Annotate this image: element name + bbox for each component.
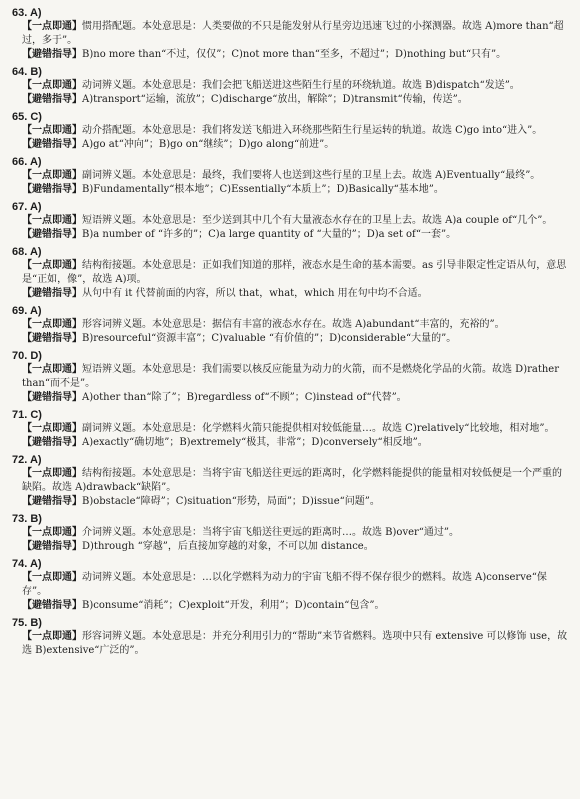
distractor-line (12, 436, 568, 450)
explanation-label: 【一点即通】 (22, 319, 82, 330)
question-number: 65. C) (12, 111, 42, 123)
distractor-line-text: B)resourceful“资源丰富”；C)valuable “有价值的”；D)considerable“大量的”。 (82, 333, 457, 344)
explanation-line-text: 短语辨义题。本处意思是：我们需要以核反应能量为动力的火箭，而不是燃烧化学品的火箭。故选 D)rather than“而不是”。 (22, 364, 559, 389)
distractor-line-text: B)no more than“不过，仅仅”；C)not more than“至多，不超过”；D)nothing but“只有”。 (82, 49, 507, 60)
explanation-label: 【一点即通】 (22, 215, 82, 226)
distractor-line-text: A)other than“除了”；B)regardless of“不顾”；C)instead of“代替”。 (82, 392, 407, 403)
question-number: 74. A) (12, 558, 42, 570)
question-number: 75. B) (12, 617, 42, 629)
explanation-line-text: 动词辨义题。本处意思是：…以化学燃料为动力的宇宙飞船不得不保存很少的燃料。故选 A)conserve“保存”。 (22, 572, 547, 597)
distractor-line (12, 228, 568, 242)
question-number: 64. B) (12, 66, 42, 78)
question-number: 68. A) (12, 246, 42, 258)
distractor-line-text: B)a number of “许多的”；C)a large quantity of “大量的”；D)a set of“一套”。 (82, 229, 457, 240)
question-item (12, 557, 568, 613)
distractor-line (12, 93, 568, 107)
distractor-line (12, 183, 568, 197)
explanation-line-text: 结构衔接题。本处意思是：当将宇宙飞船送往更远的距离时，化学燃料能提供的能量相对较低便是一个严重的缺陷。故选 A)drawback“缺陷”。 (22, 468, 562, 493)
question-item (12, 453, 568, 509)
question-item (12, 349, 568, 405)
question-item (12, 155, 568, 197)
explanation-line-text: 结构衔接题。本处意思是：正如我们知道的那样，液态水是生命的基本需要。as 引导非限定性定语从句，意思是“正如，像”，故选 A)项。 (22, 260, 567, 285)
explanation-line (12, 124, 568, 138)
question-item (12, 245, 568, 301)
question-number: 63. A) (12, 7, 42, 19)
distractor-line (12, 495, 568, 509)
explanation-line-text: 动词辨义题。本处意思是：我们会把飞船送进这些陌生行星的环绕轨道。故选 B)dispatch“发送”。 (82, 80, 520, 91)
question-item (12, 110, 568, 152)
distractor-line (12, 138, 568, 152)
explanation-line-text: 动介搭配题。本处意思是：我们将发送飞船进入环绕那些陌生行星运转的轨道。故选 C)go into“进入”。 (82, 125, 543, 136)
explanation-line-text: 副词辨义题。本处意思是：化学燃料火箭只能提供相对较低能量…。故选 C)relatively“比较地，相对地”。 (82, 423, 555, 434)
distractor-line-text: B)obstacle“障碍”；C)situation“形势，局面”；D)issue“问题”。 (82, 496, 380, 507)
distractor-line-text: 从句中有 it 代替前面的内容，所以 that，what，which 用在句中均不合适。 (82, 288, 428, 299)
explanation-line (12, 20, 568, 48)
explanation-label: 【一点即通】 (22, 260, 82, 271)
distractor-line-text: B)consume“消耗”；C)exploit“开发，利用”；D)contain“包含”。 (82, 600, 385, 611)
distractor-label: 【避错指导】 (22, 392, 82, 403)
distractor-label: 【避错指导】 (22, 333, 82, 344)
explanation-label: 【一点即通】 (22, 125, 82, 136)
distractor-line-text: A)transport“运输，流放”；C)discharge“放出，解除”；D)transmit“传输，传送”。 (82, 94, 468, 105)
distractor-line (12, 540, 568, 554)
explanation-line-text: 形容词辨义题。本处意思是：并充分利用引力的“帮助”来节省燃料。选项中只有 extensive 可以修饰 use，故选 B)extensive“广泛的”。 (22, 631, 568, 656)
distractor-label: 【避错指导】 (22, 541, 82, 552)
question-number: 73. B) (12, 513, 42, 525)
explanation-label: 【一点即通】 (22, 468, 82, 479)
question-item (12, 6, 568, 62)
explanation-line (12, 259, 568, 287)
distractor-label: 【避错指导】 (22, 229, 82, 240)
explanation-line (12, 571, 568, 599)
explanation-line-text: 短语辨义题。本处意思是：至少送到其中几个有大量液态水存在的卫星上去。故选 A)a couple of“几个”。 (82, 215, 553, 226)
question-item (12, 512, 568, 554)
question-number: 69. A) (12, 305, 42, 317)
explanation-label: 【一点即通】 (22, 21, 82, 32)
explanation-line (12, 363, 568, 391)
distractor-line (12, 332, 568, 346)
explanation-line-text: 惯用搭配题。本处意思是：人类要做的不只是能发射从行星旁边迅速飞过的小探测器。故选 A)more than“超过，多于”。 (22, 21, 564, 46)
explanation-line-text: 介词辨义题。本处意思是：当将宇宙飞船送往更远的距离时…。故选 B)over“通过”。 (82, 527, 460, 538)
question-item (12, 408, 568, 450)
explanation-label: 【一点即通】 (22, 423, 82, 434)
explanation-line (12, 214, 568, 228)
explanation-line (12, 318, 568, 332)
explanation-line-text: 形容词辨义题。本处意思是：据信有丰富的液态水存在。故选 A)abundant“丰富的，充裕的”。 (82, 319, 505, 330)
question-number: 70. D) (12, 350, 42, 362)
explanation-line (12, 526, 568, 540)
distractor-label: 【避错指导】 (22, 94, 82, 105)
question-number: 72. A) (12, 454, 42, 466)
explanation-line (12, 467, 568, 495)
distractor-line-text: A)exactly“确切地”；B)extremely“极其，非常”；D)conversely“相反地”。 (82, 437, 428, 448)
distractor-label: 【避错指导】 (22, 139, 82, 150)
question-number: 67. A) (12, 201, 42, 213)
explanation-label: 【一点即通】 (22, 80, 82, 91)
distractor-line-text: B)Fundamentally“根本地”；C)Essentially“本质上”；D)Basically“基本地”。 (82, 184, 444, 195)
explanation-line (12, 422, 568, 436)
question-item (12, 200, 568, 242)
explanation-line (12, 79, 568, 93)
distractor-label: 【避错指导】 (22, 437, 82, 448)
explanation-line (12, 630, 568, 658)
explanation-line-text: 副词辨义题。本处意思是：最终，我们要将人也送到这些行星的卫星上去。故选 A)Eventually“最终”。 (82, 170, 541, 181)
explanation-label: 【一点即通】 (22, 364, 82, 375)
distractor-line (12, 48, 568, 62)
explanation-label: 【一点即通】 (22, 527, 82, 538)
question-number: 71. C) (12, 409, 42, 421)
question-item (12, 616, 568, 658)
question-item (12, 304, 568, 346)
explanation-label: 【一点即通】 (22, 572, 82, 583)
explanation-label: 【一点即通】 (22, 631, 82, 642)
distractor-line (12, 287, 568, 301)
distractor-label: 【避错指导】 (22, 600, 82, 611)
distractor-line (12, 599, 568, 613)
distractor-label: 【避错指导】 (22, 49, 82, 60)
distractor-label: 【避错指导】 (22, 288, 82, 299)
explanation-label: 【一点即通】 (22, 170, 82, 181)
distractor-line (12, 391, 568, 405)
distractor-label: 【避错指导】 (22, 496, 82, 507)
distractor-line-text: A)go at“冲向”；B)go on“继续”；D)go along“前进”。 (82, 139, 335, 150)
explanation-line (12, 169, 568, 183)
question-item (12, 65, 568, 107)
distractor-line-text: D)through “穿越”，后直接加穿越的对象，不可以加 distance。 (82, 541, 374, 552)
question-number: 66. A) (12, 156, 42, 168)
distractor-label: 【避错指导】 (22, 184, 82, 195)
